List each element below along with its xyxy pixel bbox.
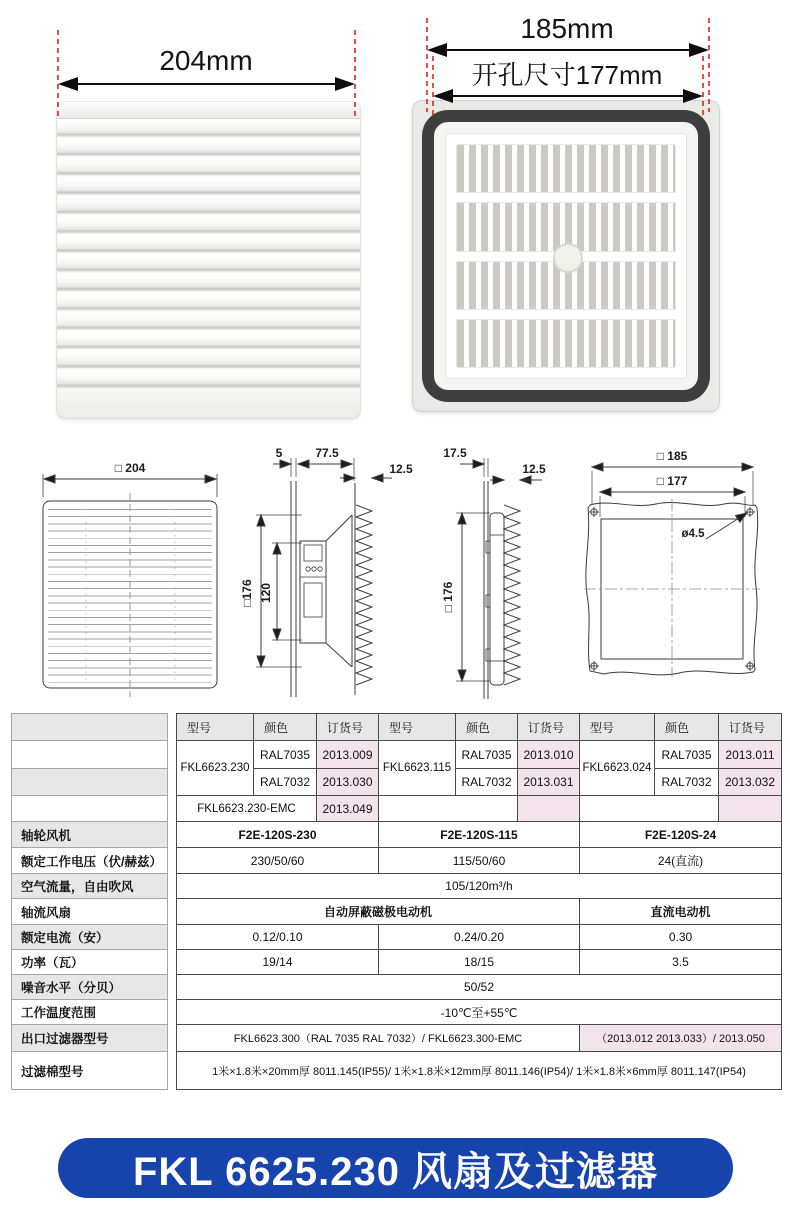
model-cell bbox=[580, 796, 719, 822]
order-number-cell: 2013.031 bbox=[518, 769, 580, 796]
order-number-cell: 2013.030 bbox=[317, 769, 379, 796]
drawing-side-view-fan bbox=[240, 446, 413, 697]
dim-side-height-176: □176 bbox=[240, 579, 254, 607]
model-cell: FKL6623.230-EMC bbox=[177, 796, 317, 822]
spec-row-noise bbox=[12, 975, 782, 1000]
spec-label: 额定电流（安） bbox=[12, 925, 168, 950]
photo-dimension-annotations bbox=[0, 0, 790, 135]
dim-fan-height-120: 120 bbox=[259, 582, 273, 604]
spec-label: 轴轮风机 bbox=[12, 822, 168, 848]
spec-value: 18/15 bbox=[379, 950, 580, 975]
spec-row-current bbox=[12, 925, 782, 950]
column-header-model: 型号 bbox=[379, 714, 456, 741]
table-row bbox=[12, 741, 782, 769]
color-cell: RAL7032 bbox=[254, 769, 317, 796]
corner-cell bbox=[12, 796, 168, 822]
spec-row-temperature bbox=[12, 1000, 782, 1025]
dimension-annotation-layer bbox=[0, 0, 790, 135]
dim-hole-diameter-4-5: ø4.5 bbox=[681, 528, 705, 540]
dim-side-depth-77-5: 77.5 bbox=[315, 446, 339, 460]
dim-label-204mm: 204mm bbox=[159, 45, 253, 76]
spec-row-fan-model bbox=[12, 822, 782, 848]
grille-bottom-base bbox=[57, 387, 360, 418]
spec-row-airflow bbox=[12, 874, 782, 899]
spec-value: 0.24/0.20 bbox=[379, 925, 580, 950]
drawing-front-view bbox=[43, 461, 217, 697]
spec-value: F2E-120S-230 bbox=[177, 822, 379, 848]
spec-value: 直流电动机 bbox=[580, 899, 782, 925]
column-header-order: 订货号 bbox=[518, 714, 580, 741]
filter-slot-band bbox=[456, 319, 676, 368]
spec-row-exit-filter bbox=[12, 1025, 782, 1052]
spec-label: 功率（瓦） bbox=[12, 950, 168, 975]
order-number-cell: 2013.010 bbox=[518, 741, 580, 769]
spec-value: （2013.012 2013.033）/ 2013.050 bbox=[580, 1025, 782, 1052]
model-cell: FKL6623.230 bbox=[177, 741, 254, 796]
spec-label: 出口过滤器型号 bbox=[12, 1025, 168, 1052]
product-title: FKL 6625.230 风扇及过滤器 bbox=[132, 1149, 659, 1194]
drawing-panel-cutout bbox=[584, 449, 760, 677]
model-cell bbox=[379, 796, 518, 822]
spec-value: 24(直流) bbox=[580, 848, 782, 874]
spec-label: 过滤棉型号 bbox=[12, 1052, 168, 1090]
spec-label: 工作温度范围 bbox=[12, 1000, 168, 1025]
dim-label-cutout-177mm: 开孔尺寸177mm bbox=[471, 60, 663, 90]
color-cell: RAL7032 bbox=[655, 769, 719, 796]
grille-louver-slats bbox=[57, 119, 360, 388]
spec-value: 50/52 bbox=[177, 975, 782, 1000]
spec-value: F2E-120S-24 bbox=[580, 822, 782, 848]
spec-row-filter-media bbox=[12, 1052, 782, 1090]
filter-center-hub bbox=[553, 243, 583, 273]
spec-value: 230/50/60 bbox=[177, 848, 379, 874]
color-cell: RAL7035 bbox=[655, 741, 719, 769]
column-header-color: 颜色 bbox=[456, 714, 518, 741]
spec-label: 额定工作电压（伏/赫兹） bbox=[12, 848, 168, 874]
corner-cell bbox=[12, 741, 168, 769]
order-number-cell: 2013.009 bbox=[317, 741, 379, 769]
product-photo-front-grille bbox=[57, 102, 360, 418]
column-header-order: 订货号 bbox=[317, 714, 379, 741]
dim-front-width: □ 204 bbox=[114, 461, 146, 475]
column-header-model: 型号 bbox=[580, 714, 655, 741]
spec-row-motor-type bbox=[12, 899, 782, 925]
dim-side-louver-12-5: 12.5 bbox=[389, 462, 413, 476]
model-cell: FKL6623.024 bbox=[580, 741, 655, 796]
spec-value: FKL6623.300（RAL 7035 RAL 7032）/ FKL6623.300-EMC bbox=[177, 1025, 580, 1052]
order-number-cell: 2013.032 bbox=[719, 769, 782, 796]
column-header-order: 订货号 bbox=[719, 714, 782, 741]
dim-cutout-inner-177: □ 177 bbox=[656, 474, 688, 488]
table-row-emc bbox=[12, 796, 782, 822]
corner-cell bbox=[12, 714, 168, 741]
spec-value: 115/50/60 bbox=[379, 848, 580, 874]
spec-value: 105/120m³/h bbox=[177, 874, 782, 899]
column-header-model: 型号 bbox=[177, 714, 254, 741]
dimension-204mm bbox=[58, 30, 355, 116]
drawing-side-view-filter bbox=[441, 446, 546, 699]
color-cell: RAL7035 bbox=[456, 741, 518, 769]
model-cell: FKL6623.115 bbox=[379, 741, 456, 796]
order-number-cell bbox=[518, 796, 580, 822]
filter-slot-band bbox=[456, 144, 676, 193]
spec-label: 噪音水平（分贝） bbox=[12, 975, 168, 1000]
column-header-color: 颜色 bbox=[254, 714, 317, 741]
spec-value: 3.5 bbox=[580, 950, 782, 975]
color-cell: RAL7035 bbox=[254, 741, 317, 769]
color-cell: RAL7032 bbox=[456, 769, 518, 796]
spec-table bbox=[11, 713, 782, 1090]
dim-filter-wall-17-5: 17.5 bbox=[443, 446, 467, 460]
dim-label-185mm: 185mm bbox=[520, 13, 614, 44]
spec-value: 0.12/0.10 bbox=[177, 925, 379, 950]
spec-value: 自动屏蔽磁极电动机 bbox=[177, 899, 580, 925]
order-number-cell: 2013.011 bbox=[719, 741, 782, 769]
spec-value: -10℃至+55℃ bbox=[177, 1000, 782, 1025]
order-number-cell bbox=[719, 796, 782, 822]
technical-drawing-layer bbox=[0, 445, 790, 717]
product-title-banner bbox=[58, 1138, 733, 1198]
spec-value: 19/14 bbox=[177, 950, 379, 975]
table-header-row bbox=[12, 714, 782, 741]
corner-cell bbox=[12, 769, 168, 796]
spec-value: F2E-120S-115 bbox=[379, 822, 580, 848]
dim-side-wall-5: 5 bbox=[275, 446, 283, 460]
spec-label: 轴流风扇 bbox=[12, 899, 168, 925]
dimension-cutout-177mm bbox=[433, 56, 703, 118]
spec-row-voltage bbox=[12, 848, 782, 874]
product-photo-rear-filter bbox=[412, 100, 720, 412]
column-header-color: 颜色 bbox=[655, 714, 719, 741]
technical-drawings bbox=[0, 445, 790, 717]
dim-cutout-outer-185: □ 185 bbox=[656, 449, 688, 463]
spec-row-power bbox=[12, 950, 782, 975]
spec-label: 空气流量，自由吹风 bbox=[12, 874, 168, 899]
dim-filter-louver-12-5: 12.5 bbox=[522, 462, 546, 476]
spec-value: 0.30 bbox=[580, 925, 782, 950]
dim-filter-height-176: □ 176 bbox=[441, 581, 455, 613]
spec-value: 1米×1.8米×20mm厚 8011.145(IP55)/ 1米×1.8米×12mm厚 8011.146(IP54)/ 1米×1.8米×6mm厚 8011.147(IP54) bbox=[177, 1052, 782, 1090]
order-number-cell: 2013.049 bbox=[317, 796, 379, 822]
